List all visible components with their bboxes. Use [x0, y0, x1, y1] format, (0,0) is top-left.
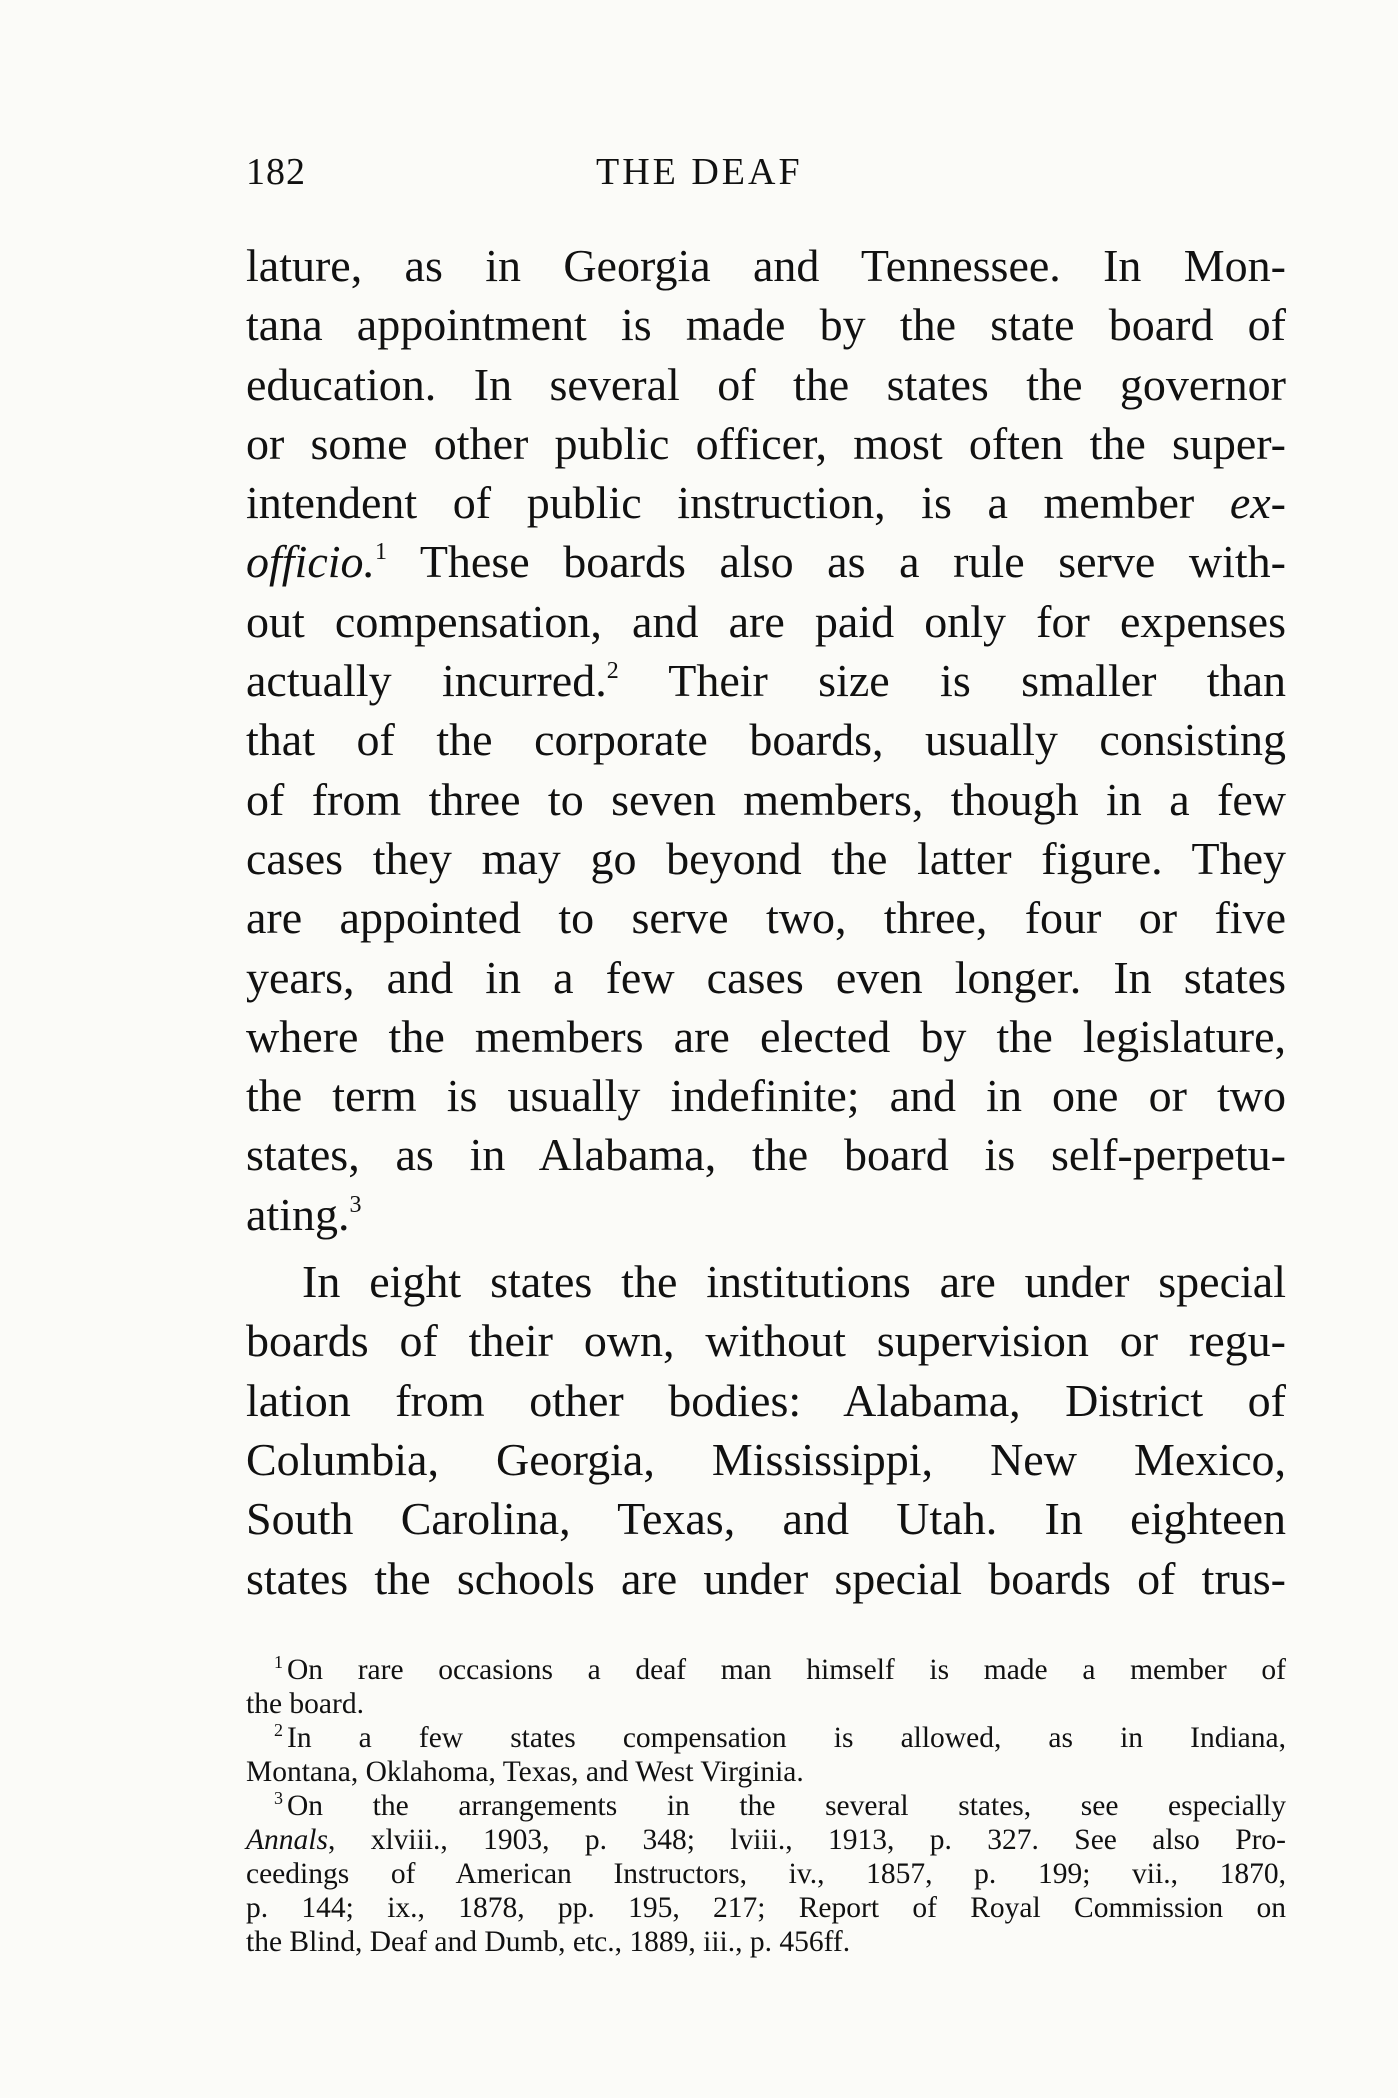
text-line: tana appointment is made by the state board of: [246, 299, 1286, 351]
text-line-part: These boards also as a rule serve with-: [387, 536, 1286, 588]
footnote-text: In a few states compensation is allowed, as in Indiana,: [287, 1722, 1286, 1754]
text-line: of from three to seven members, though in a few: [246, 773, 1286, 825]
text-line: [246, 651, 1286, 710]
body-text: [246, 236, 1286, 1608]
text-line: In eight states the institutions are under special: [302, 1256, 1286, 1308]
footnotes: [246, 1653, 1286, 1959]
text-line-part: intendent of public instruction, is a member: [246, 477, 1230, 529]
text-line: [246, 532, 1286, 591]
text-line: or some other public officer, most often the super-: [246, 417, 1286, 469]
text-line-part: [246, 477, 1286, 528]
text-line: Columbia, Georgia, Mississippi, New Mexico,: [246, 1433, 1286, 1485]
footnote-ref-3: 3: [349, 1191, 362, 1218]
italic-text: ex-: [1229, 477, 1286, 529]
footnote-line: the Blind, Deaf and Dumb, etc., 1889, iii., p. 456ff.: [246, 1926, 851, 1958]
footnote-line: the board.: [246, 1688, 364, 1720]
text-line: are appointed to serve two, three, four or five: [246, 892, 1286, 944]
footnote-text: On the arrangements in the several states, see especially: [287, 1790, 1286, 1822]
text-line: the term is usually indefinite; and in one or two: [246, 1070, 1286, 1122]
text-line: boards of their own, without supervision or regu-: [246, 1315, 1286, 1367]
italic-text: officio.: [246, 536, 376, 588]
footnote-ref-2: 2: [606, 658, 619, 685]
text-line-part: ating.: [246, 1188, 350, 1240]
text-line-part: actually incurred.: [246, 655, 607, 707]
footnote-line: [246, 1721, 1286, 1755]
text-line: states, as in Alabama, the board is self-perpetu-: [246, 1129, 1286, 1181]
text-line: cases they may go beyond the latter figure. They: [246, 832, 1286, 884]
footnote-mark: 3: [274, 1788, 283, 1808]
footnote-mark: 1: [274, 1652, 283, 1672]
page-header: [246, 150, 1286, 210]
running-head: THE DEAF: [596, 151, 803, 193]
footnote-line: Montana, Oklahoma, Texas, and West Virginia.: [246, 1756, 804, 1788]
footnote-text: On rare occasions a deaf man himself is made a member of: [287, 1654, 1286, 1686]
text-line: out compensation, and are paid only for expenses: [246, 595, 1286, 647]
text-line: education. In several of the states the governor: [246, 358, 1286, 410]
footnote-mark: 2: [274, 1720, 283, 1740]
footnote-line: [246, 1653, 1286, 1687]
text-line-part: Their size is smaller than: [618, 655, 1287, 707]
text-line: years, and in a few cases even longer. In states: [246, 951, 1286, 1003]
footnote-line: ceedings of American Instructors, iv., 1857, p. 199; vii., 1870,: [246, 1858, 1286, 1890]
text-line: South Carolina, Texas, and Utah. In eighteen: [246, 1493, 1286, 1545]
footnote-line: [246, 1823, 1286, 1857]
text-line: lation from other bodies: Alabama, District of: [246, 1374, 1286, 1426]
text-line: lature, as in Georgia and Tennessee. In Mon-: [246, 240, 1286, 291]
text-line: [246, 1185, 1286, 1244]
page-number: 182: [246, 151, 306, 193]
text-line: states the schools are under special boards of trus-: [246, 1552, 1286, 1604]
footnote-text: , xlviii., 1903, p. 348; lviii., 1913, p. 327. See also Pro-: [327, 1824, 1286, 1856]
text-line: where the members are elected by the legislature,: [246, 1010, 1286, 1062]
footnote-line: [246, 1789, 1286, 1823]
italic-text: Annals: [246, 1824, 328, 1856]
text-line: [246, 473, 1286, 532]
footnote-line: p. 144; ix., 1878, pp. 195, 217; Report of Royal Commission on: [246, 1892, 1286, 1924]
text-line: that of the corporate boards, usually consisting: [246, 714, 1286, 766]
footnote-ref-1: 1: [375, 539, 388, 566]
